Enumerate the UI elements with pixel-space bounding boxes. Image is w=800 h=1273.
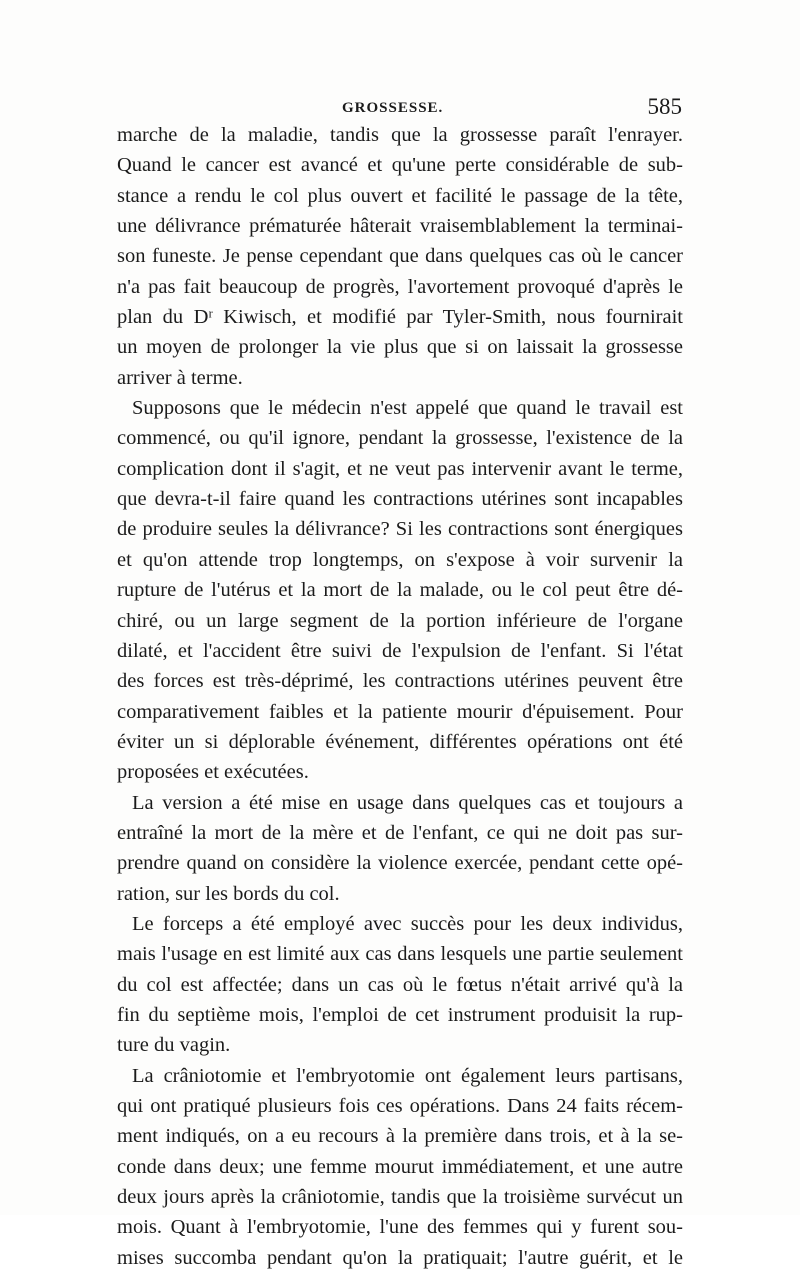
running-title: GROSSESSE. — [342, 100, 444, 116]
text-line: Le forceps a été employé avec succès pour les deux individus, — [132, 912, 683, 935]
text-line: et qu'on attende trop longtemps, on s'expose à voir survenir la — [117, 548, 683, 571]
paragraph — [117, 393, 683, 787]
text-line: des forces est très-déprimé, les contractions utérines peuvent être — [117, 670, 683, 693]
text-line: proposées et exécutées. — [117, 761, 309, 784]
text-line: ration, sur les bords du col. — [117, 882, 340, 905]
paragraph — [117, 120, 683, 393]
text-line: que devra-t-il faire quand les contractions utérines sont incapables — [117, 488, 683, 511]
text-line: La version a été mise en usage dans quelques cas et toujours a — [132, 791, 683, 814]
text-line: marche de la maladie, tandis que la grossesse paraît l'enrayer. — [117, 124, 683, 146]
text-line: La crâniotomie et l'embryotomie ont également leurs partisans, — [132, 1064, 683, 1087]
text-line: comparativement faibles et la patiente mourir d'épuisement. Pour — [117, 700, 683, 723]
paragraph — [117, 788, 683, 909]
paragraph — [117, 909, 683, 1061]
text-line: arriver à terme. — [117, 366, 243, 389]
page-number: 585 — [647, 94, 682, 119]
text-line: ture du vagin. — [117, 1034, 231, 1057]
text-line: complication dont il s'agit, et ne veut pas intervenir avant le terme, — [117, 457, 683, 480]
paragraph — [117, 1061, 683, 1273]
text-line: Quand le cancer est avancé et qu'une perte considérable de sub- — [117, 154, 683, 177]
text-line: éviter un si déplorable événement, différentes opérations ont été — [117, 730, 683, 753]
text-line: Supposons que le médecin n'est appelé que quand le travail est — [132, 397, 683, 420]
text-line: mois. Quant à l'embryotomie, l'une des femmes qui y furent sou- — [117, 1216, 683, 1239]
text-line: entraîné la mort de la mère et de l'enfant, ce qui ne doit pas sur- — [117, 821, 683, 844]
text-line: chiré, ou un large segment de la portion inférieure de l'organe — [117, 609, 683, 632]
text-line: deux jours après la crâniotomie, tandis que la troisième survécut un — [117, 1186, 683, 1209]
text-line: mises succomba pendant qu'on la pratiquait; l'autre guérit, et le — [117, 1246, 683, 1269]
text-line: mais l'usage en est limité aux cas dans lesquels une partie seulement — [117, 943, 683, 966]
text-line: du col est affectée; dans un cas où le fœtus n'était arrivé qu'à la — [117, 973, 683, 996]
text-line: qui ont pratiqué plusieurs fois ces opérations. Dans 24 faits récem- — [117, 1095, 683, 1117]
text-line: stance a rendu le col plus ouvert et facilité le passage de la tête, — [117, 184, 683, 207]
text-line: son funeste. Je pense cependant que dans quelques cas où le cancer — [117, 245, 683, 268]
body-text — [117, 120, 683, 1273]
text-line: un moyen de prolonger la vie plus que si on laissait la grossesse — [117, 336, 683, 359]
text-line: fin du septième mois, l'emploi de cet instrument produisit la rup- — [117, 1003, 683, 1026]
text-line: rupture de l'utérus et la mort de la malade, ou le col peut être dé- — [117, 579, 683, 602]
text-line: prendre quand on considère la violence exercée, pendant cette opé- — [117, 852, 683, 875]
text-line: n'a pas fait beaucoup de progrès, l'avortement provoqué d'après le — [117, 275, 683, 298]
text-line: une délivrance prématurée hâterait vraisemblablement la terminai- — [117, 215, 683, 238]
text-line: commencé, ou qu'il ignore, pendant la grossesse, l'existence de la — [117, 427, 683, 450]
text-line: conde dans deux; une femme mourut immédiatement, et une autre — [117, 1155, 683, 1178]
text-line: dilaté, et l'accident être suivi de l'expulsion de l'enfant. Si l'état — [117, 639, 683, 662]
text-line: de produire seules la délivrance? Si les contractions sont énergiques — [117, 518, 683, 541]
text-line: plan du Dʳ Kiwisch, et modifié par Tyler-Smith, nous fournirait — [117, 306, 683, 329]
text-line: ment indiqués, on a eu recours à la première dans trois, et à la se- — [117, 1125, 683, 1148]
